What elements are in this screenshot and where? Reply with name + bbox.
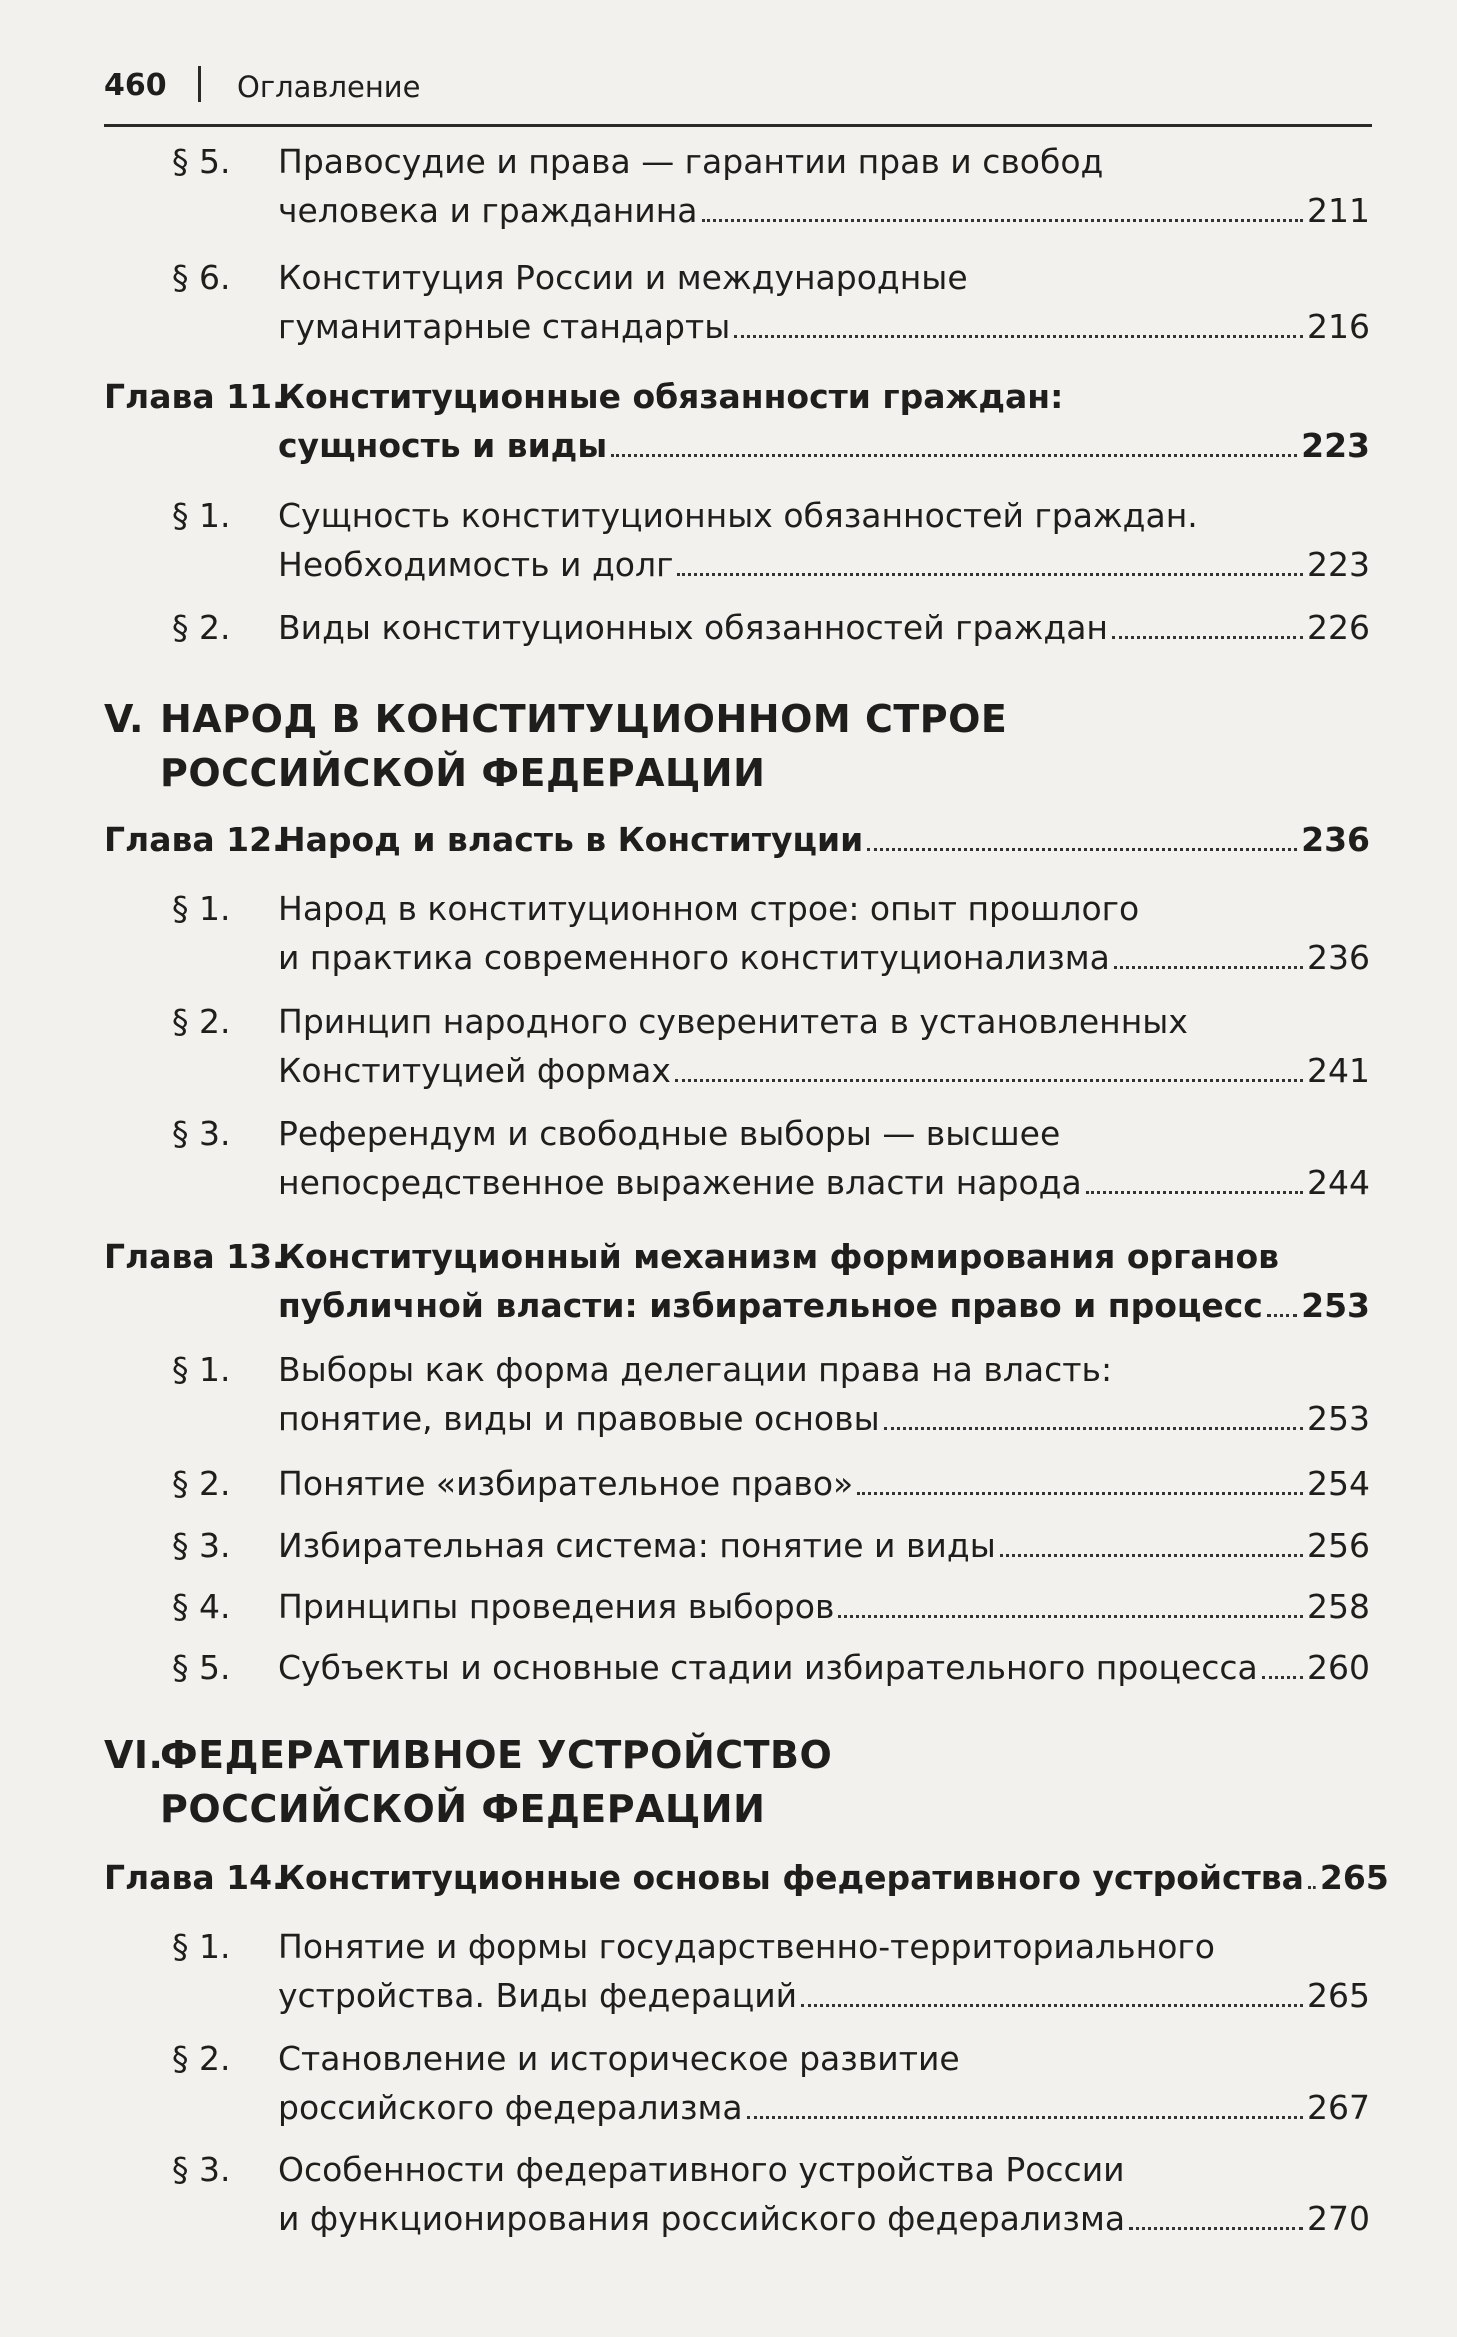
part-number: V. <box>104 697 144 741</box>
entry-title-line: публичной власти: избирательное право и процесс <box>278 1286 1263 1325</box>
leader-dots <box>801 2004 1303 2007</box>
section-entry[interactable] <box>172 1459 1370 1508</box>
leader-dots <box>857 1492 1303 1495</box>
header-divider <box>198 66 201 102</box>
page-reference: 236 <box>1307 938 1370 977</box>
entry-title-line: Особенности федеративного устройства России <box>278 2150 1125 2189</box>
entry-title <box>278 1232 1370 1330</box>
entry-title-line: понятие, виды и правовые основы <box>278 1399 880 1438</box>
leader-dots <box>611 454 1297 457</box>
section-entry[interactable] <box>172 884 1370 982</box>
leader-dots <box>1267 1314 1297 1317</box>
page-reference: 254 <box>1307 1464 1370 1503</box>
leader-dots <box>734 335 1303 338</box>
part-number: VI. <box>104 1733 164 1777</box>
entry-title-line: Конституционный механизм формирования органов <box>278 1237 1280 1276</box>
page-reference: 253 <box>1307 1399 1370 1438</box>
entry-title <box>278 1459 1370 1508</box>
section-number: § 4. <box>172 1587 231 1626</box>
entry-title <box>278 1109 1370 1207</box>
section-number: § 1. <box>172 1927 231 1966</box>
chapter-entry[interactable] <box>104 1232 1370 1330</box>
page-reference: 265 <box>1307 1976 1370 2015</box>
leader-dots <box>1262 1676 1303 1679</box>
section-entry[interactable] <box>172 2034 1370 2132</box>
entry-title <box>278 1922 1370 2020</box>
leader-dots <box>1114 966 1303 969</box>
section-number: § 3. <box>172 1114 231 1153</box>
leader-dots <box>1308 1886 1316 1889</box>
entry-title-line: Становление и историческое развитие <box>278 2039 960 2078</box>
chapter-entry[interactable] <box>104 1853 1389 1902</box>
page-reference: 253 <box>1301 1286 1370 1325</box>
entry-title <box>278 997 1370 1095</box>
page-number: 460 <box>104 68 167 103</box>
chapter-number: Глава 13. <box>104 1237 285 1276</box>
section-entry[interactable] <box>172 1582 1370 1631</box>
entry-title-line: гуманитарные стандарты <box>278 307 731 346</box>
page-reference: 236 <box>1301 820 1370 859</box>
entry-title <box>278 137 1370 235</box>
entry-title <box>278 1643 1370 1692</box>
entry-title-line: Конституция России и международные <box>278 258 968 297</box>
entry-title <box>278 1521 1370 1570</box>
entry-title-line: Принцип народного суверенитета в установленных <box>278 1002 1188 1041</box>
leader-dots <box>838 1615 1303 1618</box>
entry-title-line: непосредственное выражение власти народа <box>278 1163 1082 1202</box>
section-number: § 1. <box>172 1350 231 1389</box>
entry-title <box>278 603 1370 652</box>
entry-title-line: Конституцией формах <box>278 1051 671 1090</box>
leader-dots <box>1129 2227 1303 2230</box>
entry-title-line: Виды конституционных обязанностей граждан <box>278 608 1108 647</box>
section-number: § 2. <box>172 2039 231 2078</box>
entry-title-line: Необходимость и долг <box>278 545 674 584</box>
entry-title-line: Выборы как форма делегации права на власть: <box>278 1350 1113 1389</box>
section-entry[interactable] <box>172 491 1370 589</box>
entry-title-line: человека и гражданина <box>278 191 698 230</box>
entry-title <box>278 2145 1370 2243</box>
section-entry[interactable] <box>172 137 1370 235</box>
section-entry[interactable] <box>172 1345 1370 1443</box>
page-reference: 241 <box>1307 1051 1370 1090</box>
leader-dots <box>1000 1554 1303 1557</box>
entry-title-line: и практика современного конституционализма <box>278 938 1110 977</box>
leader-dots <box>702 219 1303 222</box>
section-number: § 1. <box>172 496 231 535</box>
entry-title-line: сущность и виды <box>278 426 608 465</box>
entry-title <box>278 1582 1370 1631</box>
entry-title <box>278 884 1370 982</box>
entry-title-line: Народ и власть в Конституции <box>278 820 864 859</box>
entry-title <box>278 1853 1389 1902</box>
part-title: ФЕДЕРАТИВНОЕ УСТРОЙСТВО РОССИЙСКОЙ ФЕДЕРАЦИИ <box>160 1733 833 1831</box>
section-number: § 2. <box>172 608 231 647</box>
entry-title-line: Референдум и свободные выборы — высшее <box>278 1114 1061 1153</box>
leader-dots <box>747 2116 1303 2119</box>
section-number: § 2. <box>172 1464 231 1503</box>
entry-title-line: Субъекты и основные стадии избирательного процесса <box>278 1648 1258 1687</box>
entry-title-line: российского федерализма <box>278 2088 743 2127</box>
section-number: § 5. <box>172 1648 231 1687</box>
page-reference: 216 <box>1307 307 1370 346</box>
entry-title-line: Принципы проведения выборов <box>278 1587 835 1626</box>
entry-title <box>278 253 1370 351</box>
section-number: § 6. <box>172 258 231 297</box>
chapter-number: Глава 12. <box>104 820 285 859</box>
entry-title-line: Народ в конституционном строе: опыт прошлого <box>278 889 1140 928</box>
section-number: § 2. <box>172 1002 231 1041</box>
entry-title-line: устройства. Виды федераций <box>278 1976 798 2015</box>
section-entry[interactable] <box>172 1109 1370 1207</box>
page-reference: 258 <box>1307 1587 1370 1626</box>
chapter-entry[interactable] <box>104 372 1370 470</box>
part-title: НАРОД В КОНСТИТУЦИОННОМ СТРОЕ РОССИЙСКОЙ ФЕДЕРАЦИИ <box>160 697 1008 795</box>
section-entry[interactable] <box>172 997 1370 1095</box>
running-title: Оглавление <box>237 70 421 104</box>
section-number: § 1. <box>172 889 231 928</box>
entry-title <box>278 2034 1370 2132</box>
section-entry[interactable] <box>172 2145 1370 2243</box>
page-reference: 211 <box>1307 191 1370 230</box>
page-reference: 267 <box>1307 2088 1370 2127</box>
section-number: § 3. <box>172 1526 231 1565</box>
page-reference: 223 <box>1307 545 1370 584</box>
chapter-entry[interactable] <box>104 815 1370 864</box>
leader-dots <box>677 573 1303 576</box>
page-reference: 260 <box>1307 1648 1370 1687</box>
section-entry[interactable] <box>172 1521 1370 1570</box>
leader-dots <box>1086 1191 1303 1194</box>
chapter-number: Глава 14. <box>104 1858 285 1897</box>
chapter-number: Глава 11. <box>104 377 285 416</box>
section-entry[interactable] <box>172 253 1370 351</box>
section-entry[interactable] <box>172 1643 1370 1692</box>
leader-dots <box>867 848 1297 851</box>
page-reference: 223 <box>1301 426 1370 465</box>
section-entry[interactable] <box>172 603 1370 652</box>
leader-dots <box>1112 636 1303 639</box>
page-reference: 226 <box>1307 608 1370 647</box>
page-reference: 265 <box>1319 1858 1389 1897</box>
entry-title <box>278 372 1370 470</box>
section-entry[interactable] <box>172 1922 1370 2020</box>
section-number: § 5. <box>172 142 231 181</box>
entry-title-line: Конституционные основы федеративного устройства <box>278 1858 1304 1897</box>
entry-title-line: Конституционные обязанности граждан: <box>278 377 1064 416</box>
entry-title-line: Избирательная система: понятие и виды <box>278 1526 996 1565</box>
leader-dots <box>884 1427 1303 1430</box>
page-reference: 244 <box>1307 1163 1370 1202</box>
page-reference: 256 <box>1307 1526 1370 1565</box>
part-heading <box>104 692 1007 800</box>
part-heading <box>104 1728 832 1836</box>
entry-title-line: Понятие «избирательное право» <box>278 1464 854 1503</box>
entry-title <box>278 1345 1370 1443</box>
page-reference: 270 <box>1307 2199 1370 2238</box>
entry-title-line: Правосудие и права — гарантии прав и свобод <box>278 142 1104 181</box>
section-number: § 3. <box>172 2150 231 2189</box>
entry-title-line: Понятие и формы государственно-территориального <box>278 1927 1215 1966</box>
page-header <box>104 62 1372 127</box>
entry-title <box>278 815 1370 864</box>
entry-title-line: и функционирования российского федерализма <box>278 2199 1126 2238</box>
entry-title-line: Сущность конституционных обязанностей граждан. <box>278 496 1198 535</box>
leader-dots <box>675 1079 1303 1082</box>
entry-title <box>278 491 1370 589</box>
